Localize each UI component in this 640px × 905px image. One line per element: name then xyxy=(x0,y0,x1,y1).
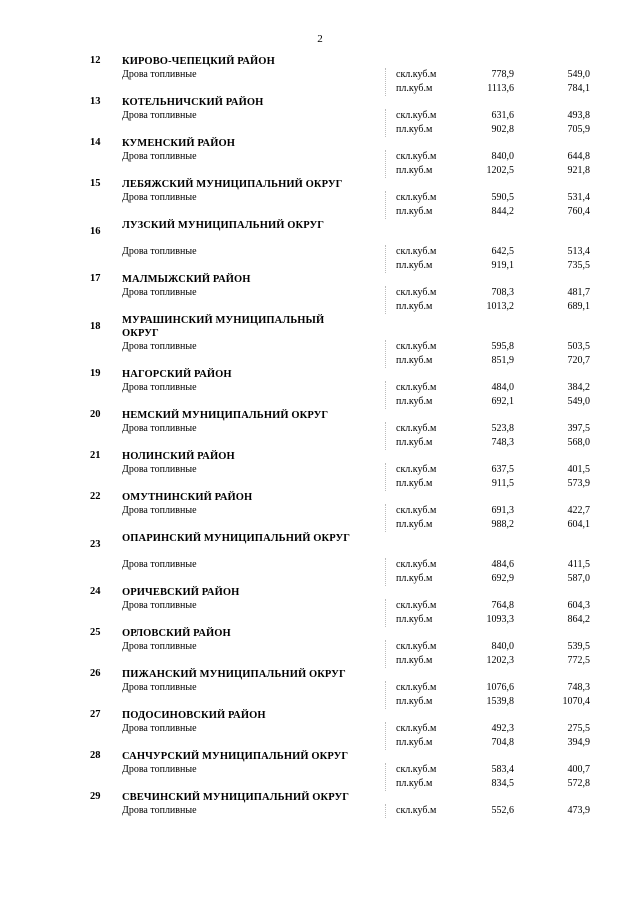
value-line xyxy=(0,681,640,695)
district-title: НОЛИНСКИЙ РАЙОН xyxy=(122,451,235,462)
column-divider xyxy=(385,599,386,627)
district-title: МАЛМЫЖСКИЙ РАЙОН xyxy=(122,274,251,285)
value-line xyxy=(0,722,640,736)
value-2: 394,9 xyxy=(567,737,590,748)
value-1: 919,1 xyxy=(491,260,514,271)
value-line xyxy=(0,205,640,219)
column-divider xyxy=(385,422,386,450)
value-1: 748,3 xyxy=(491,437,514,448)
unit-label: пл.куб.м xyxy=(396,165,433,176)
column-divider xyxy=(385,558,386,586)
unit-label: пл.куб.м xyxy=(396,478,433,489)
value-1: 691,3 xyxy=(491,505,514,516)
unit-label: скл.куб.м xyxy=(396,382,437,393)
row-number: 28 xyxy=(90,750,101,761)
value-2: 481,7 xyxy=(567,287,590,298)
row-number: 16 xyxy=(90,226,101,237)
column-divider xyxy=(385,340,386,368)
value-line xyxy=(0,763,640,777)
unit-label: скл.куб.м xyxy=(396,600,437,611)
value-line xyxy=(0,286,640,300)
value-2: 400,7 xyxy=(567,764,590,775)
value-line xyxy=(0,804,640,818)
value-1: 1113,6 xyxy=(487,83,514,94)
value-2: 604,3 xyxy=(567,600,590,611)
row-number: 20 xyxy=(90,409,101,420)
column-divider xyxy=(385,640,386,668)
value-2: 720,7 xyxy=(567,355,590,366)
row-number: 15 xyxy=(90,178,101,189)
unit-label: скл.куб.м xyxy=(396,464,437,475)
value-1: 692,9 xyxy=(491,573,514,584)
value-2: 921,8 xyxy=(567,165,590,176)
value-1: 590,5 xyxy=(491,192,514,203)
value-1: 764,8 xyxy=(491,600,514,611)
unit-label: пл.куб.м xyxy=(396,124,433,135)
value-2: 473,9 xyxy=(567,805,590,816)
product-name: Дрова топливные xyxy=(122,682,197,693)
unit-label: скл.куб.м xyxy=(396,423,437,434)
district-row xyxy=(0,273,640,314)
value-line xyxy=(0,164,640,178)
district-title: КУМЕНСКИЙ РАЙОН xyxy=(122,138,236,149)
unit-label: скл.куб.м xyxy=(396,505,437,516)
value-line xyxy=(0,654,640,668)
value-1: 631,6 xyxy=(491,110,514,121)
value-line xyxy=(0,82,640,96)
value-2: 568,0 xyxy=(567,437,590,448)
district-row xyxy=(0,627,640,668)
column-divider xyxy=(385,245,386,273)
value-line xyxy=(0,340,640,354)
product-name: Дрова топливные xyxy=(122,723,197,734)
product-name: Дрова топливные xyxy=(122,151,197,162)
column-divider xyxy=(385,504,386,532)
value-2: 422,7 xyxy=(567,505,590,516)
district-title: ЛУЗСКИЙ МУНИЦИПАЛЬНИЙ ОКРУГ xyxy=(122,220,325,231)
row-number: 24 xyxy=(90,586,101,597)
district-row xyxy=(0,55,640,96)
district-title: МУРАШИНСКИЙ МУНИЦИПАЛЬНЫЙ ОКРУГ xyxy=(122,315,325,339)
value-line xyxy=(0,123,640,137)
unit-label: скл.куб.м xyxy=(396,641,437,652)
district-title: СВЕЧИНСКИЙ МУНИЦИПАЛЬНИЙ ОКРУГ xyxy=(122,792,350,803)
district-title: ОМУТНИНСКИЙ РАЙОН xyxy=(122,492,253,503)
unit-label: скл.куб.м xyxy=(396,192,437,203)
row-number: 27 xyxy=(90,709,101,720)
value-2: 705,9 xyxy=(567,124,590,135)
value-2: 572,8 xyxy=(567,778,590,789)
district-row xyxy=(0,314,640,368)
product-name: Дрова топливные xyxy=(122,505,197,516)
value-line xyxy=(0,259,640,273)
product-name: Дрова топливные xyxy=(122,423,197,434)
district-title: САНЧУРСКИЙ МУНИЦИПАЛЬНИЙ ОКРУГ xyxy=(122,751,349,762)
unit-label: пл.куб.м xyxy=(396,301,433,312)
product-name: Дрова топливные xyxy=(122,382,197,393)
value-line xyxy=(0,599,640,613)
value-2: 735,5 xyxy=(567,260,590,271)
value-2: 644,8 xyxy=(567,151,590,162)
value-line xyxy=(0,572,640,586)
product-name: Дрова топливные xyxy=(122,192,197,203)
product-name: Дрова топливные xyxy=(122,764,197,775)
unit-label: пл.куб.м xyxy=(396,519,433,530)
column-divider xyxy=(385,722,386,750)
value-line xyxy=(0,381,640,395)
unit-label: скл.куб.м xyxy=(396,246,437,257)
value-2: 549,0 xyxy=(567,69,590,80)
column-divider xyxy=(385,763,386,791)
value-line xyxy=(0,109,640,123)
district-title: КИРОВО-ЧЕПЕЦКИЙ РАЙОН xyxy=(122,56,275,67)
value-2: 772,5 xyxy=(567,655,590,666)
product-name: Дрова топливные xyxy=(122,341,197,352)
value-line xyxy=(0,191,640,205)
value-2: 397,5 xyxy=(567,423,590,434)
row-number: 17 xyxy=(90,273,101,284)
unit-label: пл.куб.м xyxy=(396,206,433,217)
value-1: 1093,3 xyxy=(486,614,514,625)
product-name: Дрова топливные xyxy=(122,600,197,611)
district-title: КОТЕЛЬНИЧСКИЙ РАЙОН xyxy=(122,97,264,108)
product-name: Дрова топливные xyxy=(122,805,197,816)
value-1: 595,8 xyxy=(491,341,514,352)
district-title: ЛЕБЯЖСКИЙ МУНИЦИПАЛЬНИЙ ОКРУГ xyxy=(122,179,343,190)
value-2: 503,5 xyxy=(567,341,590,352)
unit-label: скл.куб.м xyxy=(396,682,437,693)
value-line xyxy=(0,518,640,532)
value-line xyxy=(0,436,640,450)
column-divider xyxy=(385,286,386,314)
value-2: 748,3 xyxy=(567,682,590,693)
value-1: 492,3 xyxy=(491,723,514,734)
district-row xyxy=(0,709,640,750)
district-title: ОПАРИНСКИЙ МУНИЦИПАЛЬНИЙ ОКРУГ xyxy=(122,533,351,544)
district-row xyxy=(0,491,640,532)
district-row xyxy=(0,450,640,491)
unit-label: скл.куб.м xyxy=(396,805,437,816)
value-line xyxy=(0,695,640,709)
value-1: 583,4 xyxy=(491,764,514,775)
row-number: 14 xyxy=(90,137,101,148)
product-name: Дрова топливные xyxy=(122,464,197,475)
value-line xyxy=(0,354,640,368)
value-line xyxy=(0,150,640,164)
unit-label: скл.куб.м xyxy=(396,764,437,775)
value-line xyxy=(0,463,640,477)
value-line xyxy=(0,477,640,491)
value-1: 523,8 xyxy=(491,423,514,434)
unit-label: пл.куб.м xyxy=(396,655,433,666)
value-1: 1013,2 xyxy=(486,301,514,312)
row-number: 25 xyxy=(90,627,101,638)
unit-label: пл.куб.м xyxy=(396,396,433,407)
column-divider xyxy=(385,804,386,818)
unit-label: пл.куб.м xyxy=(396,573,433,584)
value-1: 1202,5 xyxy=(486,165,514,176)
value-line xyxy=(0,640,640,654)
row-number: 29 xyxy=(90,791,101,802)
unit-label: пл.куб.м xyxy=(396,83,433,94)
column-divider xyxy=(385,381,386,409)
column-divider xyxy=(385,68,386,96)
value-1: 637,5 xyxy=(491,464,514,475)
unit-label: пл.куб.м xyxy=(396,778,433,789)
district-row xyxy=(0,750,640,791)
product-name: Дрова топливные xyxy=(122,559,197,570)
value-2: 573,9 xyxy=(567,478,590,489)
district-title: ОРИЧЕВСКИЙ РАЙОН xyxy=(122,587,240,598)
value-2: 539,5 xyxy=(567,641,590,652)
value-1: 1076,6 xyxy=(486,682,514,693)
row-number: 23 xyxy=(90,539,101,550)
district-row xyxy=(0,409,640,450)
district-row xyxy=(0,96,640,137)
value-2: 864,2 xyxy=(567,614,590,625)
value-line xyxy=(0,300,640,314)
value-1: 844,2 xyxy=(491,206,514,217)
district-row xyxy=(0,368,640,409)
value-line xyxy=(0,777,640,791)
value-2: 784,1 xyxy=(567,83,590,94)
value-2: 513,4 xyxy=(567,246,590,257)
page-number: 2 xyxy=(317,33,323,45)
unit-label: пл.куб.м xyxy=(396,737,433,748)
value-line xyxy=(0,613,640,627)
unit-label: пл.куб.м xyxy=(396,355,433,366)
value-1: 1202,3 xyxy=(486,655,514,666)
district-title: ПИЖАНСКИЙ МУНИЦИПАЛЬНИЙ ОКРУГ xyxy=(122,669,346,680)
row-number: 26 xyxy=(90,668,101,679)
value-2: 384,2 xyxy=(567,382,590,393)
value-1: 911,5 xyxy=(491,478,514,489)
unit-label: скл.куб.м xyxy=(396,341,437,352)
value-1: 552,6 xyxy=(491,805,514,816)
row-number: 18 xyxy=(90,321,101,332)
unit-label: пл.куб.м xyxy=(396,614,433,625)
value-line xyxy=(0,736,640,750)
value-line xyxy=(0,395,640,409)
value-line xyxy=(0,504,640,518)
value-2: 549,0 xyxy=(567,396,590,407)
value-1: 840,0 xyxy=(491,151,514,162)
value-1: 988,2 xyxy=(491,519,514,530)
value-line xyxy=(0,68,640,82)
column-divider xyxy=(385,191,386,219)
district-title: НЕМСКИЙ МУНИЦИПАЛЬНИЙ ОКРУГ xyxy=(122,410,329,421)
value-2: 587,0 xyxy=(567,573,590,584)
value-1: 704,8 xyxy=(491,737,514,748)
value-1: 708,3 xyxy=(491,287,514,298)
value-line xyxy=(0,422,640,436)
district-row xyxy=(0,137,640,178)
district-row xyxy=(0,586,640,627)
value-2: 275,5 xyxy=(567,723,590,734)
unit-label: скл.куб.м xyxy=(396,723,437,734)
row-number: 21 xyxy=(90,450,101,461)
unit-label: скл.куб.м xyxy=(396,287,437,298)
unit-label: пл.куб.м xyxy=(396,260,433,271)
district-row xyxy=(0,791,640,818)
value-2: 1070,4 xyxy=(562,696,590,707)
value-line xyxy=(0,558,640,572)
district-title: НАГОРСКИЙ РАЙОН xyxy=(122,369,232,380)
row-number: 22 xyxy=(90,491,101,502)
value-2: 493,8 xyxy=(567,110,590,121)
value-2: 401,5 xyxy=(567,464,590,475)
column-divider xyxy=(385,681,386,709)
unit-label: пл.куб.м xyxy=(396,437,433,448)
unit-label: скл.куб.м xyxy=(396,559,437,570)
column-divider xyxy=(385,150,386,178)
value-2: 531,4 xyxy=(567,192,590,203)
value-1: 692,1 xyxy=(491,396,514,407)
district-row xyxy=(0,668,640,709)
district-title: ПОДОСИНОВСКИЙ РАЙОН xyxy=(122,710,266,721)
unit-label: скл.куб.м xyxy=(396,69,437,80)
district-row xyxy=(0,219,640,273)
value-1: 834,5 xyxy=(491,778,514,789)
value-line xyxy=(0,245,640,259)
column-divider xyxy=(385,109,386,137)
value-2: 689,1 xyxy=(567,301,590,312)
value-1: 778,9 xyxy=(491,69,514,80)
product-name: Дрова топливные xyxy=(122,641,197,652)
value-2: 411,5 xyxy=(567,559,590,570)
product-name: Дрова топливные xyxy=(122,246,197,257)
row-number: 13 xyxy=(90,96,101,107)
value-1: 642,5 xyxy=(491,246,514,257)
row-number: 12 xyxy=(90,55,101,66)
row-number: 19 xyxy=(90,368,101,379)
district-row xyxy=(0,532,640,586)
value-1: 484,0 xyxy=(491,382,514,393)
district-row xyxy=(0,178,640,219)
product-name: Дрова топливные xyxy=(122,287,197,298)
district-title: ОРЛОВСКИЙ РАЙОН xyxy=(122,628,231,639)
unit-label: скл.куб.м xyxy=(396,151,437,162)
unit-label: пл.куб.м xyxy=(396,696,433,707)
value-1: 484,6 xyxy=(491,559,514,570)
value-2: 604,1 xyxy=(567,519,590,530)
product-name: Дрова топливные xyxy=(122,69,197,80)
value-1: 840,0 xyxy=(491,641,514,652)
value-2: 760,4 xyxy=(567,206,590,217)
value-1: 1539,8 xyxy=(486,696,514,707)
value-1: 851,9 xyxy=(491,355,514,366)
product-name: Дрова топливные xyxy=(122,110,197,121)
value-1: 902,8 xyxy=(491,124,514,135)
column-divider xyxy=(385,463,386,491)
unit-label: скл.куб.м xyxy=(396,110,437,121)
district-list xyxy=(0,55,640,818)
